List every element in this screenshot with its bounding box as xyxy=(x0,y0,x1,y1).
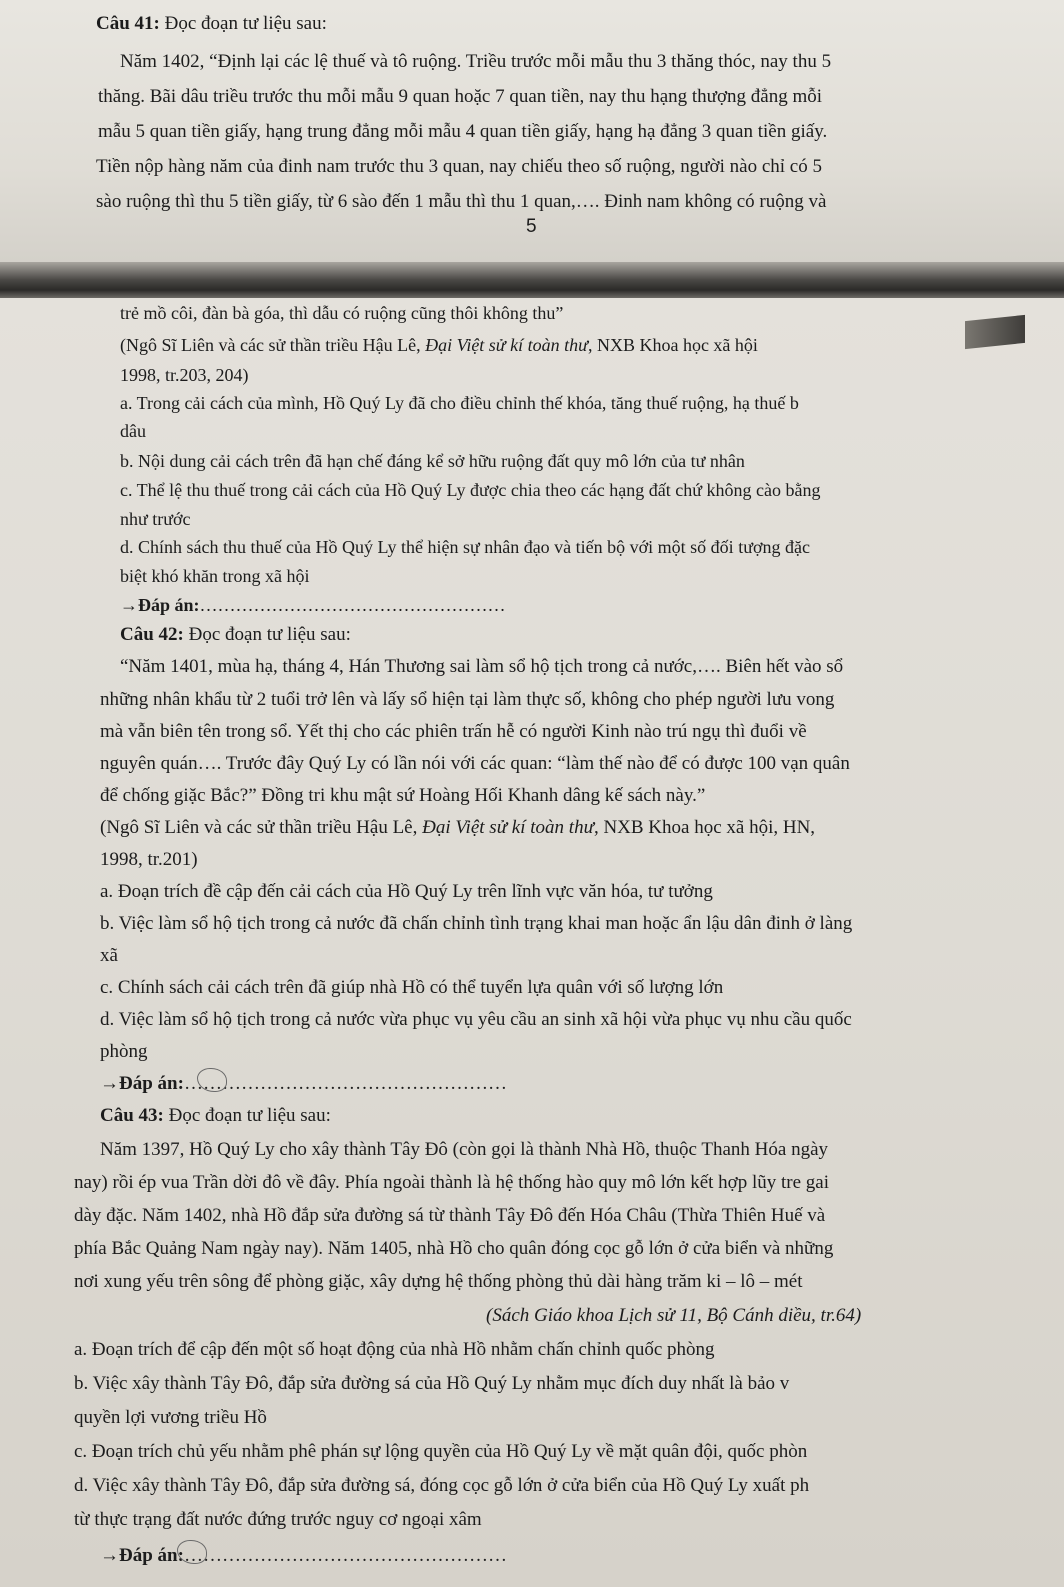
q41-text-cont: trẻ mồ côi, đàn bà góa, thì dẫu có ruộng cũng thôi không thu” xyxy=(120,303,564,323)
q43-option-d: d. Việc xây thành Tây Đô, đắp sửa đường sá, đóng cọc gỗ lớn ở cửa biển của Hồ Quý Ly xuất ph xyxy=(74,1475,810,1496)
q42-option-b-cont: xã xyxy=(100,945,118,966)
answer-blank: …………………………………………… xyxy=(183,1545,507,1566)
answer-label: →Đáp án: xyxy=(100,1545,184,1566)
q41-text-line: thăng. Bãi dâu triều trước thu mỗi mẫu 9 quan hoặc 7 quan tiền, nay thu hạng thượng đẳng mỗi xyxy=(98,86,823,107)
q41-option-c-cont: như trước xyxy=(120,509,191,529)
q42-option-d: d. Việc làm sổ hộ tịch trong cả nước vừa phục vụ yêu cầu an sinh xã hội vừa phục vụ nhu cầu quốc xyxy=(100,1009,852,1030)
q41-text-line: Năm 1402, “Định lại các lệ thuế và tô ruộng. Triều trước mỗi mẫu thu 3 thăng thóc, nay thu 5 xyxy=(120,51,832,72)
q43-heading xyxy=(100,1106,331,1125)
q43-option-b-cont: quyền lợi vương triều Hồ xyxy=(74,1407,267,1428)
q41-title: Câu 41: xyxy=(96,13,160,34)
q42-text-line: “Năm 1401, mùa hạ, tháng 4, Hán Thương sai làm sổ hộ tịch trong cả nước,…. Biên hết vào sổ xyxy=(120,656,844,677)
q43-option-c: c. Đoạn trích chủ yếu nhằm phê phán sự lộng quyền của Hồ Quý Ly về mặt quân đội, quốc phòn xyxy=(74,1441,808,1462)
q42-option-b: b. Việc làm sổ hộ tịch trong cả nước đã chấn chỉnh tình trạng khai man hoặc ẩn lậu dân đinh ở làng xyxy=(100,913,853,934)
source-publisher: , NXB Khoa học xã hội, HN, xyxy=(593,817,816,838)
q42-heading xyxy=(120,625,351,644)
q41-option-a-cont: dâu xyxy=(120,421,146,441)
q42-option-a: a. Đoạn trích đề cập đến cải cách của Hồ Quý Ly trên lĩnh vực văn hóa, tư tưởng xyxy=(100,881,713,902)
q42-option-c: c. Chính sách cải cách trên đã giúp nhà Hồ có thể tuyển lựa quân với số lượng lớn xyxy=(100,977,724,998)
q43-title: Câu 43: xyxy=(100,1105,164,1126)
q42-text-line: để chống giặc Bắc?” Đồng tri khu mật sứ Hoàng Hối Khanh dâng kế sách này.” xyxy=(100,785,706,806)
q41-option-a: a. Trong cải cách của mình, Hồ Quý Ly đã cho điều chỉnh thế khóa, tăng thuế ruộng, hạ thuế b xyxy=(120,393,799,413)
page-gap-shadow xyxy=(0,262,1064,302)
q41-heading xyxy=(96,14,327,33)
q42-intro: Đọc đoạn tư liệu sau: xyxy=(183,624,351,645)
q42-answer-line xyxy=(100,1074,507,1093)
q41-source xyxy=(120,336,758,354)
q41-option-d: d. Chính sách thu thuế của Hồ Quý Ly thể hiện sự nhân đạo và tiến bộ với một số đối tượng đặc xyxy=(120,537,810,557)
q42-text-line: mà vẫn biên tên trong sổ. Yết thị cho các phiên trấn hễ có người Kinh nào trú ngụ thì đuổi về xyxy=(100,721,807,742)
page-number: 5 xyxy=(526,216,537,237)
answer-label: →Đáp án: xyxy=(100,1073,184,1094)
q41-source-year: 1998, tr.203, 204) xyxy=(120,365,249,385)
q42-option-d-cont: phòng xyxy=(100,1041,148,1062)
q41-text-line: sào ruộng thì thu 5 tiền giấy, từ 6 sào đến 1 mẫu thì thu 1 quan,…. Đinh nam không có ruộng và xyxy=(96,191,827,212)
q42-source-year: 1998, tr.201) xyxy=(100,849,198,870)
q43-text-line: nay) rồi ép vua Trần dời đô về đây. Phía ngoài thành là hệ thống hào quy mô lớn kết hợp lũy tre gai xyxy=(74,1172,829,1193)
answer-blank: …………………………………………… xyxy=(199,595,506,615)
q41-option-b: b. Nội dung cải cách trên đã hạn chế đáng kể sở hữu ruộng đất quy mô lớn của tư nhân xyxy=(120,451,745,471)
q41-text-line: mẫu 5 quan tiền giấy, hạng trung đẳng mỗi mẫu 4 quan tiền giấy, hạng hạ đẳng 3 quan tiền giấy. xyxy=(98,121,828,142)
q43-answer-line xyxy=(100,1546,507,1565)
q43-text-line: Năm 1397, Hồ Quý Ly cho xây thành Tây Đô (còn gọi là thành Nhà Hồ, thuộc Thanh Hóa ngày xyxy=(100,1139,829,1160)
q42-title: Câu 42: xyxy=(120,624,184,645)
q43-source: (Sách Giáo khoa Lịch sử 11, Bộ Cánh diều, tr.64) xyxy=(486,1305,862,1326)
q42-source xyxy=(100,818,815,837)
q41-answer-line xyxy=(120,596,506,614)
q43-text-line: dày đặc. Năm 1402, nhà Hồ đắp sửa đường sá từ thành Tây Đô đến Hóa Châu (Thừa Thiên Huế và xyxy=(74,1205,826,1226)
q41-option-d-cont: biệt khó khăn trong xã hội xyxy=(120,566,310,586)
q43-intro: Đọc đoạn tư liệu sau: xyxy=(163,1105,331,1126)
q41-intro: Đọc đoạn tư liệu sau: xyxy=(159,13,327,34)
source-publisher: , NXB Khoa học xã hội xyxy=(587,335,758,355)
answer-label: →Đáp án: xyxy=(120,595,200,615)
q43-text-line: phía Bắc Quảng Nam ngày nay). Năm 1405, nhà Hồ cho quân đóng cọc gỗ lớn ở cửa biển và những xyxy=(74,1238,834,1259)
q43-text-line: nơi xung yếu trên sông để phòng giặc, xây dựng hệ thống phòng thủ dài hàng trăm ki – lô – mét xyxy=(74,1271,803,1292)
q42-text-line: nguyên quán…. Trước đây Quý Ly có lần nói với các quan: “làm thế nào để có được 100 vạn quân xyxy=(100,753,850,774)
q42-text-line: những nhân khẩu từ 2 tuổi trở lên và lấy sổ hiện tại làm thực số, không cho phép người lưu vong xyxy=(100,689,835,710)
source-book-title: Đại Việt sử kí toàn thư xyxy=(425,335,588,355)
q41-option-c: c. Thể lệ thu thuế trong cải cách của Hồ Quý Ly được chia theo các hạng đất chứ không cào bằng xyxy=(120,480,821,500)
q43-option-a: a. Đoạn trích để cập đến một số hoạt động của nhà Hồ nhằm chấn chỉnh quốc phòng xyxy=(74,1339,715,1360)
source-book-title: Đại Việt sử kí toàn thư xyxy=(422,817,594,838)
answer-blank: …………………………………………… xyxy=(183,1073,507,1094)
source-authors: (Ngô Sĩ Liên và các sử thần triều Hậu Lê, xyxy=(100,817,423,838)
q41-text-line: Tiền nộp hàng năm của đinh nam trước thu 3 quan, nay chiếu theo số ruộng, người nào chỉ có 5 xyxy=(96,156,822,177)
q43-option-b: b. Việc xây thành Tây Đô, đắp sửa đường sá của Hồ Quý Ly nhằm mục đích duy nhất là bảo v xyxy=(74,1373,790,1394)
source-authors: (Ngô Sĩ Liên và các sử thần triều Hậu Lê, xyxy=(120,335,426,355)
q43-option-d-cont: từ thực trạng đất nước đứng trước nguy cơ ngoại xâm xyxy=(74,1509,482,1530)
